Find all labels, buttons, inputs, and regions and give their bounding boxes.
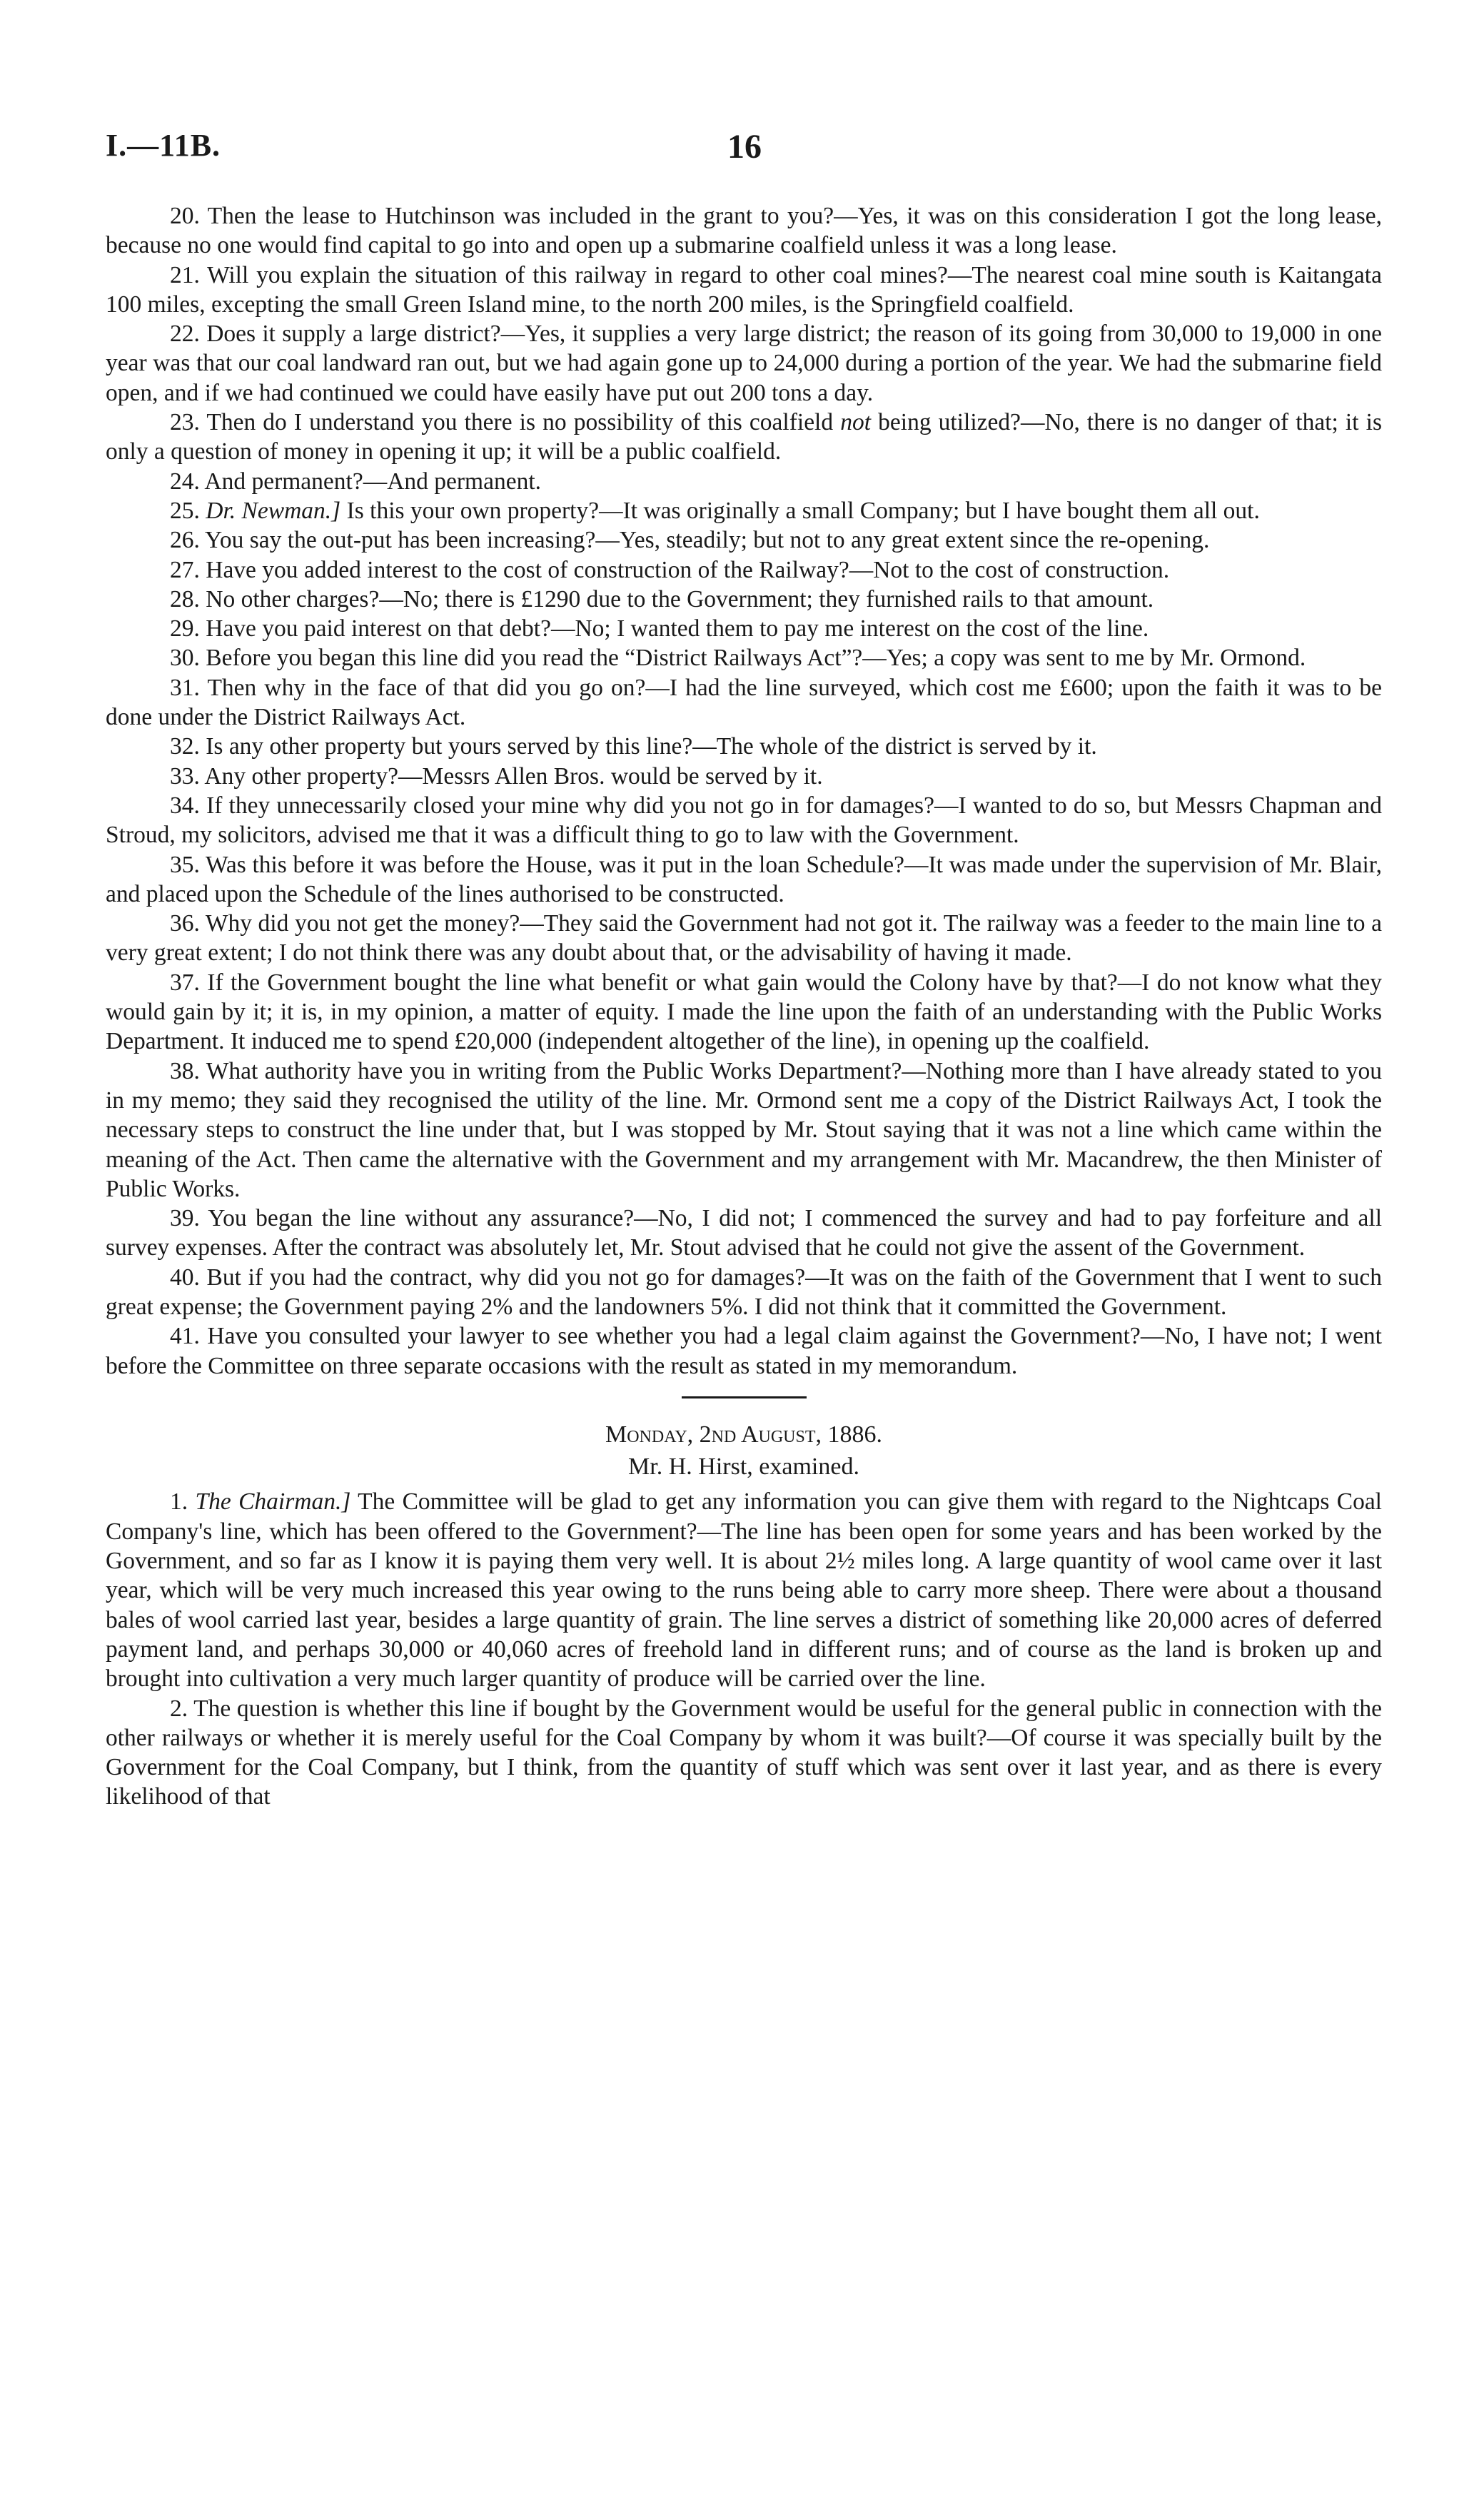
evidence-section-new bbox=[106, 1420, 1382, 1812]
question-number: 30. bbox=[170, 645, 200, 672]
question-32 bbox=[106, 732, 1382, 761]
page-number: 16 bbox=[727, 128, 762, 166]
question-text: You say the out-put has been increasing?—Yes, steadily; but not to any great extent since the re-opening. bbox=[205, 527, 1210, 554]
question-number: 40. bbox=[170, 1264, 200, 1291]
question-text: Have you consulted your lawyer to see whether you had a legal claim against the Government?—No, I have not; I went before the Committee on three separate occasions with the result as stated in my memorandum. bbox=[106, 1323, 1382, 1379]
question-29 bbox=[106, 614, 1382, 643]
witness-heading: Mr. H. Hirst, examined. bbox=[628, 1453, 859, 1481]
question-20 bbox=[106, 201, 1382, 261]
question-text-start: Then do I understand you there is no possibility of this coalfield bbox=[206, 409, 841, 436]
question-28 bbox=[106, 585, 1382, 614]
question-number: 28. bbox=[170, 585, 200, 613]
question-number: 20. bbox=[170, 203, 200, 229]
question-number: 39. bbox=[170, 1205, 200, 1232]
question-number: 24. bbox=[170, 468, 200, 495]
question-22 bbox=[106, 319, 1382, 408]
question-39 bbox=[106, 1204, 1382, 1263]
session-date: Monday, 2nd August, 1886. bbox=[605, 1421, 883, 1448]
question-number: 37. bbox=[170, 969, 200, 996]
speaker: Dr. Newman.] bbox=[206, 497, 341, 524]
question-text: What authority have you in writing from the Public Works Department?—Nothing more than I have already stated to you in my memo; they said they recognised the utility of the line. Mr. Ormond sent me a copy of the District Railways Act, I took the necessary steps to construct the line under that, but I was stopped by Mr. Stout saying that it was not a line which came within the meaning of the Act. Then came the alternative with the Government and my arrangement with Mr. Macandrew, the then Minister of Public Works. bbox=[106, 1057, 1382, 1202]
question-text: But if you had the contract, why did you not go for damages?—It was on the faith of the Government that I went to such great expense; the Government paying 2% and the landowners 5%. I did not think that it committed the Government. bbox=[106, 1264, 1383, 1320]
question-text: Then the lease to Hutchinson was included in the grant to you?—Yes, it was on this consideration I got the long lease, because no one would find capital to go into and open up a submarine coalfield unless it was a long lease. bbox=[106, 203, 1382, 259]
question-number: 23. bbox=[170, 409, 200, 436]
question-text: No other charges?—No; there is £1290 due to the Government; they furnished rails to that amount. bbox=[206, 585, 1154, 613]
question-number: 2. bbox=[170, 1695, 188, 1722]
question-text: If the Government bought the line what benefit or what gain would the Colony have by that?—I do not know what they would gain by it; it is, in my opinion, a matter of equity. I made the line upon the faith of an understanding with the Public Works Department. It induced me to spend £20,000 (independent altogether of the line), in opening up the coalfield. bbox=[106, 969, 1383, 1055]
question-number: 41. bbox=[170, 1323, 200, 1350]
question-36 bbox=[106, 909, 1382, 968]
question-number: 38. bbox=[170, 1057, 200, 1084]
question-31 bbox=[106, 673, 1382, 732]
question-text: If they unnecessarily closed your mine why did you not go in for damages?—I wanted to do so, but Messrs Chapman and Stroud, my solicitors, advised me that it was a difficult thing to go to law with the Government. bbox=[106, 792, 1382, 849]
question-40 bbox=[106, 1263, 1382, 1322]
question-number: 1. bbox=[170, 1488, 188, 1516]
question-text: Does it supply a large district?—Yes, it supplies a very large district; the reason of its going from 30,000 to 19,000 in one year was that our coal landward ran out, but we had again gone up to 24,000 during a portion of the year. We had the submarine field open, and if we had continued we could have easily have put out 200 tons a day. bbox=[106, 321, 1383, 406]
question-number: 25. bbox=[170, 497, 200, 524]
question-number: 26. bbox=[170, 527, 200, 554]
page-header bbox=[106, 127, 1383, 170]
question-text: Why did you not get the money?—They said the Government had not got it. The railway was a feeder to the main line to a very great extent; I do not think there was any doubt about that, or the advisability of having it made. bbox=[106, 910, 1382, 967]
question-text: The Committee will be glad to get any information you can give them with regard to the Nightcaps Coal Company's line, which has been offered to the Government?—The line has been open for some years and has been worked by the Government, and so far as I know it is paying them very well. It is about 2½ miles long. A large quantity of wool came over it last year, which will be very much increased this year owing to the runs being able to carry more sheep. There were about a thousand bales of wool carried last year, besides a large quantity of grain. The line serves a district of something like 20,000 acres of deferred payment land, and perhaps 30,000 or 40,060 acres of freehold land in different runs; and of course as the land is broken up and brought into cultivation a very much larger quantity of produce will be carried over the line. bbox=[106, 1488, 1382, 1693]
question-26 bbox=[106, 525, 1382, 555]
question-30 bbox=[106, 643, 1382, 672]
question-text: Is any other property but yours served by this line?—The whole of the district is served by it. bbox=[206, 733, 1097, 760]
question-text: Was this before it was before the House, was it put in the loan Schedule?—It was made under the supervision of Mr. Blair, and placed upon the Schedule of the lines authorised to be constructed. bbox=[106, 851, 1382, 907]
document-reference: I.—11B. bbox=[106, 128, 221, 163]
question-text: Any other property?—Messrs Allen Bros. would be served by it. bbox=[204, 762, 823, 790]
question-number: 35. bbox=[170, 851, 200, 878]
question-text: The question is whether this line if bought by the Government would be useful for the general public in connection with the other railways or whether it is merely useful for the Coal Company by whom it was built?—Of course it was specially built by the Government for the Coal Company, but I think, from the quantity of stuff which was sent over it last year, and as there is every likelihood of that bbox=[106, 1695, 1382, 1810]
question-text: And permanent?—And permanent. bbox=[204, 468, 542, 495]
question-number: 29. bbox=[170, 615, 200, 642]
question-text: Is this your own property?—It was originally a small Company; but I have bought them all out. bbox=[346, 497, 1260, 524]
question-27 bbox=[106, 555, 1382, 585]
question-number: 21. bbox=[170, 261, 200, 288]
question-41 bbox=[106, 1321, 1382, 1381]
question-text: Have you paid interest on that debt?—No; I wanted them to pay me interest on the cost of the line. bbox=[206, 615, 1149, 642]
question-2 bbox=[106, 1694, 1382, 1812]
question-text: Will you explain the situation of this railway in regard to other coal mines?—The nearest coal mine south is Kaitangata 100 miles, excepting the small Green Island mine, to the north 200 miles, is the Springfield coalfield. bbox=[106, 261, 1382, 318]
question-24 bbox=[106, 467, 1382, 496]
question-38 bbox=[106, 1057, 1382, 1204]
question-25 bbox=[106, 496, 1382, 525]
question-number: 32. bbox=[170, 733, 200, 760]
question-text: Then why in the face of that did you go on?—I had the line surveyed, which cost me £600; upon the faith it was to be done under the District Railways Act. bbox=[106, 674, 1382, 731]
question-37 bbox=[106, 968, 1382, 1057]
question-text: Before you began this line did you read the “District Railways Act”?—Yes; a copy was sent to me by Mr. Ormond. bbox=[206, 645, 1306, 672]
emphasis: not bbox=[840, 409, 872, 436]
question-34 bbox=[106, 791, 1382, 850]
question-text: Have you added interest to the cost of construction of the Railway?—Not to the cost of construction. bbox=[206, 556, 1170, 583]
question-text: You began the line without any assurance?—No, I did not; I commenced the survey and had to pay forfeiture and all survey expenses. After the contract was absolutely let, Mr. Stout advised that he could not give the assent of the Government. bbox=[106, 1205, 1382, 1261]
page-body bbox=[106, 201, 1382, 1812]
question-21 bbox=[106, 261, 1382, 320]
question-number: 31. bbox=[170, 674, 200, 701]
question-number: 22. bbox=[170, 321, 200, 348]
question-text-end: being utilized?—No, there is no danger of that; it is only a question of money in opening it up; it will be a public coalfield. bbox=[106, 409, 1382, 465]
question-1 bbox=[106, 1487, 1382, 1693]
speaker: The Chairman.] bbox=[195, 1488, 351, 1516]
evidence-section-continued bbox=[106, 201, 1382, 1381]
question-35 bbox=[106, 850, 1382, 909]
question-number: 34. bbox=[170, 792, 200, 819]
question-number: 33. bbox=[170, 762, 200, 790]
question-33 bbox=[106, 762, 1382, 791]
question-23 bbox=[106, 408, 1382, 467]
question-number: 36. bbox=[170, 910, 200, 937]
question-number: 27. bbox=[170, 556, 200, 583]
section-divider bbox=[682, 1396, 807, 1398]
